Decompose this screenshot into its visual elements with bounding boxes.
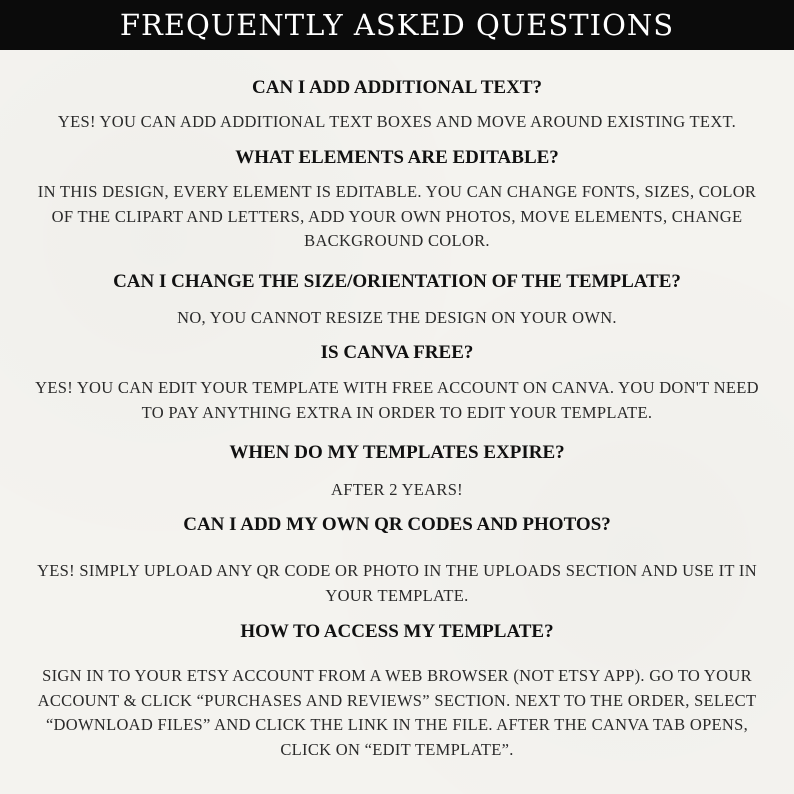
faq-question: IS CANVA FREE?	[320, 342, 474, 363]
faq-item-editable-elements	[0, 146, 794, 254]
faq-answer: AFTER 2 YEARS!	[331, 480, 463, 499]
faq-item-templates-expire	[0, 441, 794, 503]
faq-answer: IN THIS DESIGN, EVERY ELEMENT IS EDITABLE. YOU CAN CHANGE FONTS, SIZES, COLOR OF THE CLIPART AND LETTERS, ADD YOUR OWN PHOTOS, MOVE ELEMENTS, CHANGE BACKGROUND COLOR.	[37, 182, 757, 250]
header-bar	[0, 0, 794, 50]
faq-question: CAN I CHANGE THE SIZE/ORIENTATION OF THE TEMPLATE?	[113, 271, 681, 292]
faq-question: HOW TO ACCESS MY TEMPLATE?	[240, 621, 554, 642]
faq-item-size-orientation	[0, 270, 794, 331]
faq-item-canva-free	[0, 341, 794, 425]
faq-item-additional-text	[0, 76, 794, 135]
faq-question: WHEN DO MY TEMPLATES EXPIRE?	[229, 442, 565, 463]
faq-item-qr-codes-photos	[0, 513, 794, 608]
faq-question: WHAT ELEMENTS ARE EDITABLE?	[235, 147, 559, 168]
faq-question: CAN I ADD ADDITIONAL TEXT?	[252, 77, 542, 98]
faq-answer: YES! YOU CAN EDIT YOUR TEMPLATE WITH FREE ACCOUNT ON CANVA. YOU DON'T NEED TO PAY ANYTHING EXTRA IN ORDER TO EDIT YOUR TEMPLATE.	[35, 378, 759, 422]
faq-item-access-template	[0, 620, 794, 762]
faq-answer: NO, YOU CANNOT RESIZE THE DESIGN ON YOUR OWN.	[177, 308, 617, 327]
faq-question: CAN I ADD MY OWN QR CODES AND PHOTOS?	[183, 514, 611, 535]
faq-answer: YES! YOU CAN ADD ADDITIONAL TEXT BOXES AND MOVE AROUND EXISTING TEXT.	[57, 112, 737, 131]
faq-answer: YES! SIMPLY UPLOAD ANY QR CODE OR PHOTO IN THE UPLOADS SECTION AND USE IT IN YOUR TEMPLATE.	[37, 561, 757, 605]
faq-answer: SIGN IN TO YOUR ETSY ACCOUNT FROM A WEB BROWSER (NOT ETSY APP). GO TO YOUR ACCOUNT & CLICK “PURCHASES AND REVIEWS” SECTION. NEXT TO THE ORDER, SELECT “DOWNLOAD FILES” AND CLICK THE LINK IN THE FILE. AFTER THE CANVA TAB OPENS, CLICK ON “EDIT TEMPLATE”.	[37, 666, 757, 759]
page-title: FREQUENTLY ASKED QUESTIONS	[119, 7, 675, 42]
